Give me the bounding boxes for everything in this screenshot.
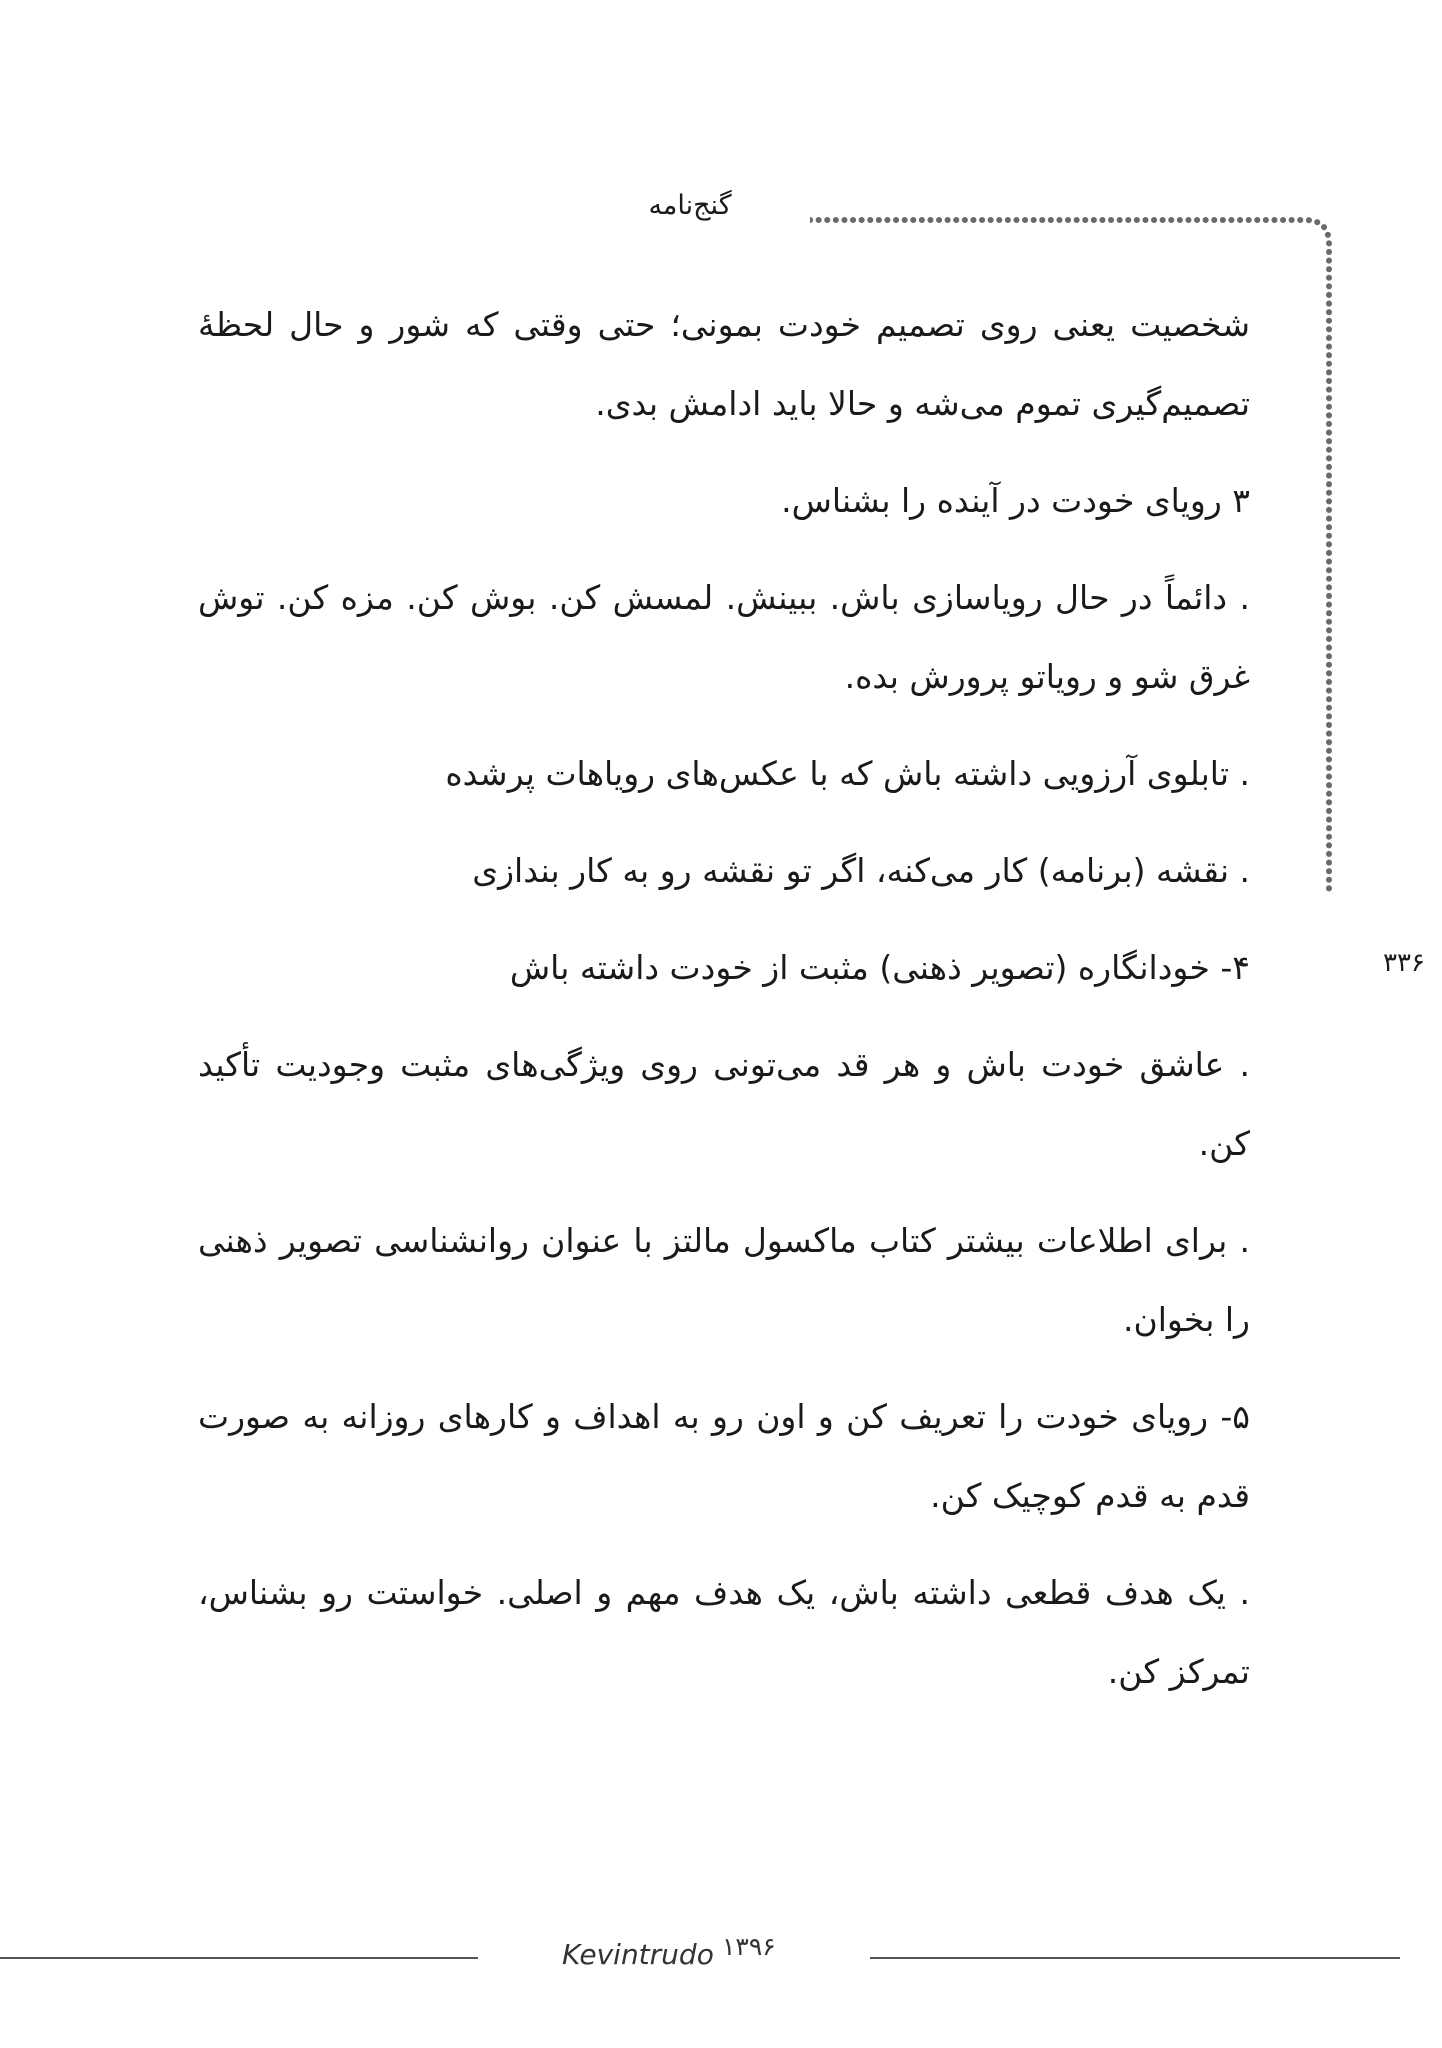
section-heading: ۳ رویای خودت در آینده را بشناس. [781, 481, 1250, 520]
bullet-paragraph: . عاشق خودت باش و هر قد می‌تونی روی ویژگی‌های مثبت وجودیت تأکید کن. [198, 1045, 1250, 1163]
running-header-title: گنج‌نامه [648, 190, 732, 221]
footer-brand: Kevintrudo [562, 1938, 714, 1971]
section-heading: ۵- رویای خودت را تعریف کن و اون رو به اهداف و کارهای روزانه به صورت قدم به قدم کوچیک کن. [198, 1397, 1250, 1515]
bullet-paragraph: . یک هدف قطعی داشته باش، یک هدف مهم و اصلی. خواستت رو بشناس، تمرکز کن. [198, 1573, 1250, 1691]
bullet-paragraph: . تابلوی آرزویی داشته باش که با عکس‌های رویاهات پرشده [445, 754, 1250, 793]
bullet-paragraph: . برای اطلاعات بیشتر کتاب ماکسول مالتز با عنوان روانشناسی تصویر ذهنی را بخوان. [198, 1221, 1250, 1339]
page-footer [0, 1932, 1442, 1978]
footer-rule-right [870, 1957, 1400, 1959]
page-number: ۳۳۶ [1383, 948, 1425, 978]
section-heading: ۴- خودانگاره (تصویر ذهنی) مثبت از خودت داشته باش [509, 948, 1250, 987]
bullet-paragraph: . دائماً در حال رویاسازی باش. ببینش. لمسش کن. بوش کن. مزه کن. توش غرق شو و رویاتو پرورش بده. [198, 578, 1250, 696]
footer-rule-left [0, 1957, 478, 1959]
footer-year: ۱۳۹۶ [722, 1932, 776, 1961]
paragraph: شخصیت یعنی روی تصمیم خودت بمونی؛ حتی وقتی که شور و حال لحظهٔ تصمیم‌گیری تموم می‌شه و حالا باید ادامش بدی. [198, 305, 1250, 423]
body-text [198, 285, 1250, 1729]
bullet-paragraph: . نقشه (برنامه) کار می‌کنه، اگر تو نقشه رو به کار بندازی [472, 851, 1250, 890]
